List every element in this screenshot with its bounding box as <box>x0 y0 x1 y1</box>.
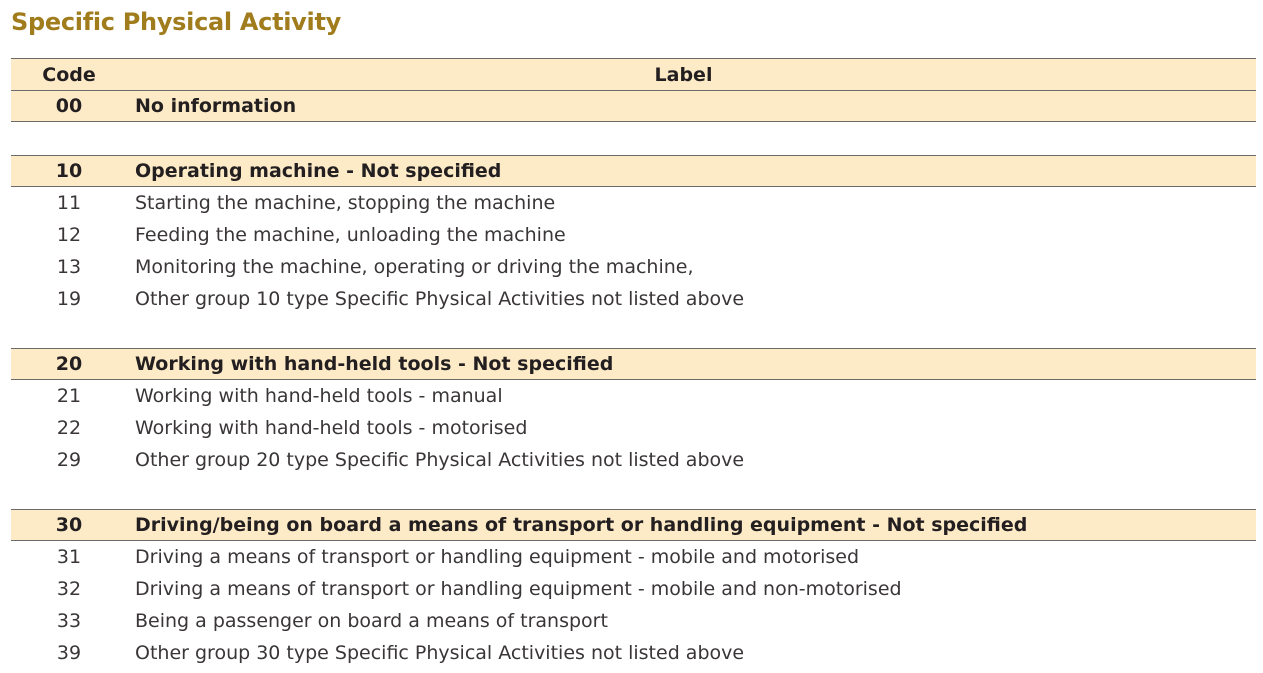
row-code: 10 <box>55 160 83 182</box>
row-label: Starting the machine, stopping the machine <box>135 192 556 214</box>
row-code: 31 <box>56 546 82 568</box>
table-row <box>11 283 1256 315</box>
column-header-label: Label <box>654 63 713 86</box>
table-row-group <box>11 509 1256 541</box>
row-label: Driving a means of transport or handling equipment - mobile and non-motorised <box>135 578 902 600</box>
row-label: Driving a means of transport or handling equipment - mobile and motorised <box>135 546 860 568</box>
table-row <box>11 444 1256 476</box>
table-row <box>11 541 1256 573</box>
row-code: 00 <box>55 95 83 117</box>
row-label: Other group 10 type Specific Physical Activities not listed above <box>135 288 745 310</box>
row-label: Monitoring the machine, operating or driving the machine, <box>135 256 694 278</box>
row-label: Working with hand-held tools - Not specified <box>135 353 614 375</box>
table-row <box>11 251 1256 283</box>
table-row <box>11 637 1256 669</box>
table-row <box>11 187 1256 219</box>
row-code: 39 <box>56 642 82 664</box>
row-code: 22 <box>56 417 82 439</box>
table-row-group <box>11 348 1256 380</box>
group-spacer <box>11 315 1256 348</box>
page-title: Specific Physical Activity <box>11 8 341 36</box>
row-code: 19 <box>56 288 82 310</box>
row-label: Working with hand-held tools - motorised <box>135 417 528 439</box>
row-label: Driving/being on board a means of transport or handling equipment - Not specified <box>135 514 1028 536</box>
row-code: 12 <box>56 224 82 246</box>
row-code: 30 <box>55 514 83 536</box>
table-row-group <box>11 155 1256 187</box>
row-label: Other group 20 type Specific Physical Activities not listed above <box>135 449 745 471</box>
group-spacer <box>11 476 1256 509</box>
row-label: Feeding the machine, unloading the machine <box>135 224 566 246</box>
row-code: 11 <box>56 192 82 214</box>
group-spacer <box>11 122 1256 155</box>
row-label: Being a passenger on board a means of transport <box>135 610 608 632</box>
row-code: 29 <box>56 449 82 471</box>
row-code: 32 <box>56 578 82 600</box>
row-label: Operating machine - Not specified <box>135 160 502 182</box>
row-label: Working with hand-held tools - manual <box>135 385 503 407</box>
column-header-code: Code <box>42 63 96 86</box>
table-row <box>11 219 1256 251</box>
table-row <box>11 380 1256 412</box>
table-header-row <box>11 58 1256 90</box>
table-row <box>11 573 1256 605</box>
table-row-group <box>11 90 1256 122</box>
row-code: 13 <box>56 256 82 278</box>
table-row <box>11 412 1256 444</box>
row-label: Other group 30 type Specific Physical Activities not listed above <box>135 642 745 664</box>
row-code: 20 <box>55 353 83 375</box>
row-code: 21 <box>56 385 82 407</box>
row-label: No information <box>135 95 297 117</box>
table-row <box>11 605 1256 637</box>
row-code: 33 <box>56 610 82 632</box>
classification-table <box>11 58 1256 669</box>
